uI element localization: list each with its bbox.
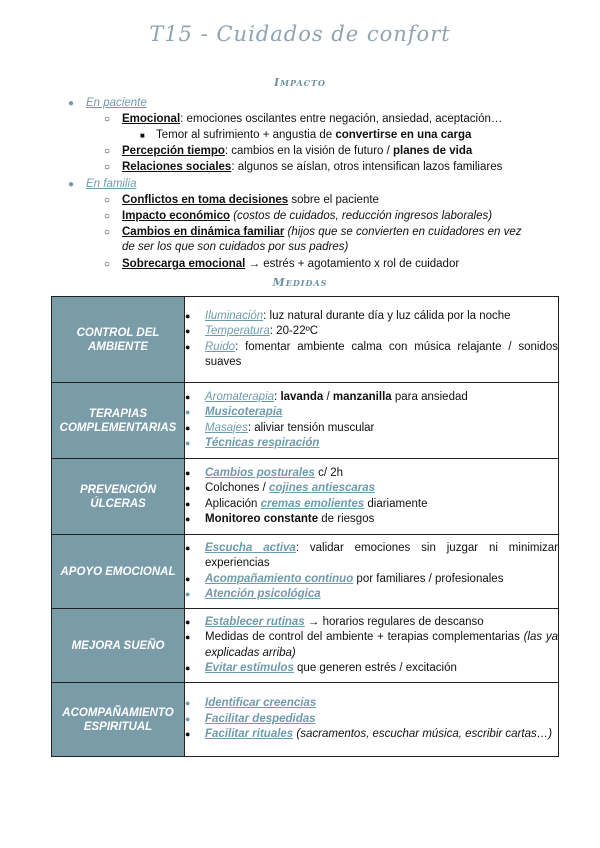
list-item-emocional: ○ Emocional: emociones oscilantes entre negación, ansiedad, aceptación… [104, 113, 503, 125]
table-row [52, 609, 559, 683]
circle-bullet-icon: ○ [104, 227, 111, 238]
list-item-relaciones: ○ Relaciones sociales: algunos se aíslan, otros intensifican lazos familiares [104, 161, 503, 173]
bullet-icon: ● [185, 663, 191, 673]
bullet-icon: ● [185, 467, 191, 478]
list-item: ● Establecer rutinas → horarios regulares de descanso [185, 615, 558, 631]
table-row [52, 683, 559, 757]
list-item: ● Ruido: fomentar ambiente calma con música relajante / sonidos suaves [185, 340, 558, 368]
list-item: ● Aplicación cremas emolientes diariamente [185, 497, 558, 513]
bullet-icon: ● [185, 310, 191, 321]
bullet-icon: ● [185, 498, 191, 509]
circle-bullet-icon: ○ [104, 114, 111, 125]
bullet-icon: ● [185, 391, 191, 402]
content-cell [185, 383, 559, 459]
list-item: ● Musicoterapia [185, 405, 558, 421]
list-item: ● Evitar estímulos que generen estrés / excitación [185, 661, 558, 677]
bullet-icon: ● [185, 326, 191, 336]
list-item: ● Cambios posturales c/ 2h [185, 466, 558, 482]
table-row [52, 383, 559, 459]
bullet-icon: ● [185, 542, 191, 553]
page-title: T15 - Cuidados de confort [149, 22, 451, 46]
category-cell: MEJORA SUEÑO [52, 609, 185, 683]
list-item: ● Medidas de control del ambiente + terapias complementarias (las ya explicadas arriba) [185, 631, 558, 659]
table-row [52, 297, 559, 383]
bullet-icon: ● [185, 407, 191, 417]
bullet-icon: ● [185, 514, 191, 524]
square-bullet-icon: ■ [140, 131, 145, 140]
list-item: ● Identificar creencias [185, 696, 558, 712]
circle-bullet-icon: ○ [104, 195, 111, 206]
list-item: ● Masajes: aliviar tensión muscular [185, 421, 558, 437]
circle-bullet-icon: ○ [104, 162, 111, 173]
list-item-en-paciente: ● En paciente [68, 97, 147, 109]
content-cell [185, 297, 559, 383]
content-cell [185, 535, 559, 609]
section-heading-medidas: Medidas [272, 276, 328, 289]
category-cell: CONTROL DEL AMBIENTE [52, 297, 185, 383]
list-item-temor: ■ Temor al sufrimiento + angustia de convertirse en una carga [140, 129, 472, 141]
table-row [52, 459, 559, 535]
bullet-icon: ● [185, 698, 191, 709]
bullet-icon: ● [185, 341, 191, 352]
bullet-icon: ● [185, 589, 191, 599]
list-item-sobrecarga: ○ Sobrecarga emocional → estrés + agotamiento x rol de cuidador [104, 258, 460, 270]
list-item: ● Monitoreo constante de riesgos [185, 512, 558, 528]
bullet-icon: ● [185, 616, 191, 627]
category-cell: APOYO EMOCIONAL [52, 535, 185, 609]
bullet-icon: ● [68, 98, 75, 109]
list-item: ● Facilitar despedidas [185, 712, 558, 728]
content-cell [185, 459, 559, 535]
list-item: ● Escucha activa: validar emociones sin juzgar ni minimizar experiencias [185, 541, 559, 569]
category-cell: PREVENCIÓN ÚLCERAS [52, 459, 185, 535]
bullet-icon: ● [185, 713, 191, 724]
list-item: ● Iluminación: luz natural durante día y luz cálida por la noche [185, 309, 558, 325]
category-cell: TERAPIAS COMPLEMENTARIAS [52, 383, 185, 459]
list-item: ● Facilitar rituales (sacramentos, escuchar música, escribir cartas…) [185, 727, 558, 743]
bullet-icon: ● [185, 573, 191, 584]
list-item: ● Acompañamiento continuo por familiares / profesionales [185, 572, 558, 588]
content-cell [185, 609, 559, 683]
section-heading-impacto: Impacto [274, 76, 326, 89]
bullet-icon: ● [68, 179, 75, 190]
list-item-conflictos: ○ Conflictos en toma decisiones sobre el paciente [104, 194, 379, 206]
circle-bullet-icon: ○ [104, 211, 111, 222]
circle-bullet-icon: ○ [104, 146, 111, 157]
list-item: ● Aromaterapia: lavanda / manzanilla para ansiedad [185, 390, 558, 406]
list-item: ● Temperatura: 20-22ºC [185, 324, 558, 340]
list-item-dinamica-cont: de ser los que son cuidados por sus padres) [122, 241, 349, 253]
list-item: ● Técnicas respiración [185, 436, 558, 452]
bullet-icon: ● [185, 438, 191, 448]
bullet-icon: ● [185, 729, 191, 740]
circle-bullet-icon: ○ [104, 259, 111, 270]
bullet-icon: ● [185, 483, 191, 493]
list-item: ● Atención psicológica [185, 587, 558, 603]
table-row [52, 535, 559, 609]
list-item-economico: ○ Impacto económico (costos de cuidados, reducción ingresos laborales) [104, 210, 493, 222]
list-item-en-familia: ● En familia [68, 178, 137, 190]
category-cell: ACOMPAÑAMIENTO ESPIRITUAL [52, 683, 185, 757]
list-item-dinamica: ○ Cambios en dinámica familiar (hijos que se convierten en cuidadores en vez [104, 226, 522, 238]
list-item-percepcion: ○ Percepción tiempo: cambios en la visión de futuro / planes de vida [104, 145, 473, 157]
content-cell [185, 683, 559, 757]
medidas-table [51, 296, 559, 757]
list-item: ● Colchones / cojines antiescaras [185, 481, 558, 497]
bullet-icon: ● [185, 632, 191, 642]
bullet-icon: ● [185, 422, 191, 433]
